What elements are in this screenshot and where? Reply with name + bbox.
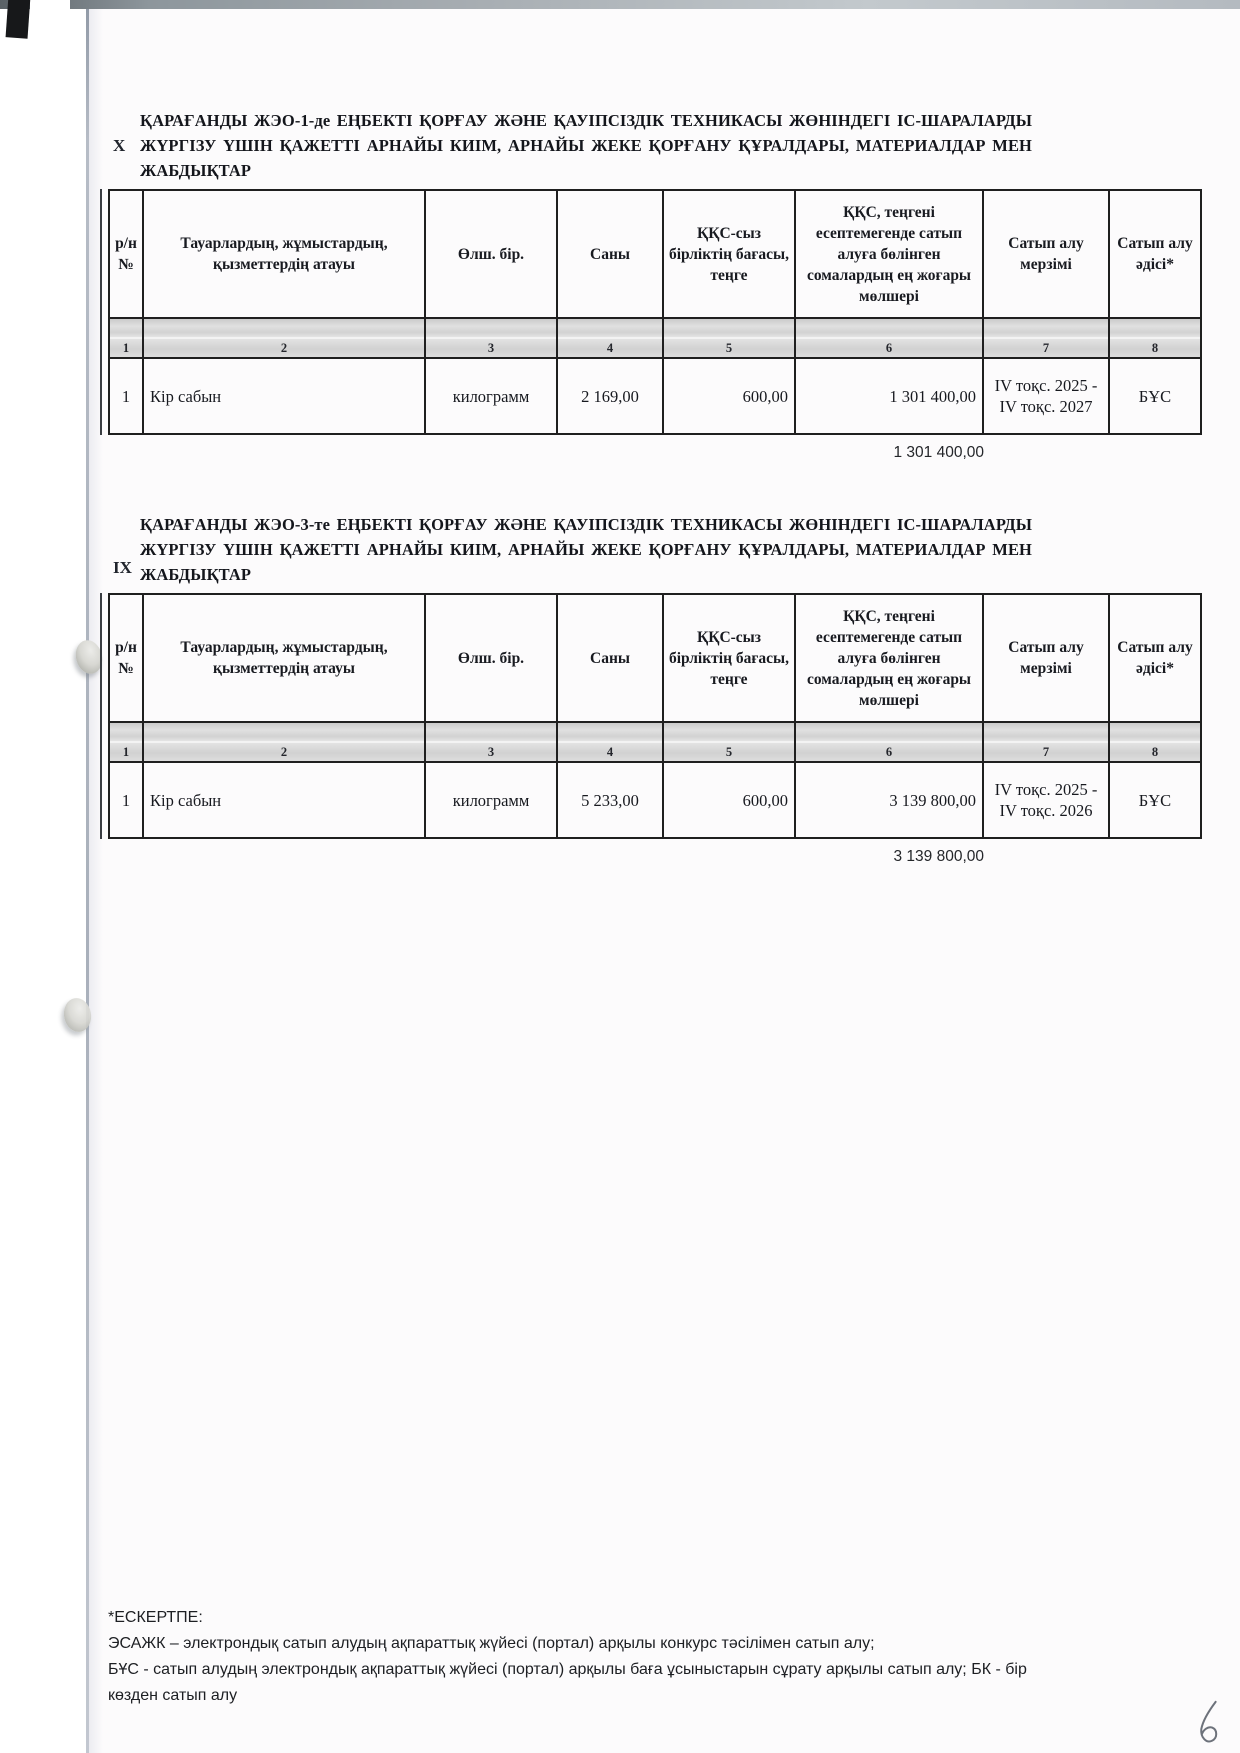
footnote-title: *ЕСКЕРТПЕ:: [108, 1609, 203, 1626]
procurement-table-zheo1: [108, 189, 1202, 435]
col-header-method: Сатып алу әдісі*: [1109, 594, 1201, 722]
section-heading: ҚАРАҒАНДЫ ЖЭО-3-те ЕҢБЕКТІ ҚОРҒАУ ЖӘНЕ ҚАУІПСІЗДІК ТЕХНИКАСЫ ЖӨНІНДЕГІ ІС-ШАРАЛАРДЫ ЖҮРГІЗУ ҮШІН ҚАЖЕТТІ АРНАЙЫ КИІМ, АРНАЙЫ ЖЕКЕ ҚОРҒАНУ ҚҰРАЛДАРЫ, МАТЕРИАЛДАР МЕН ЖАБДЫҚТАР: [140, 515, 1032, 584]
cell-term: IV тоқс. 2025 - IV тоқс. 2027: [983, 358, 1109, 434]
cell-index: 1: [109, 358, 143, 434]
cell-unit: килограмм: [425, 358, 557, 434]
scan-corner-mark: [6, 0, 31, 39]
column-number: 8: [1109, 338, 1201, 358]
cell-index: 1: [109, 762, 143, 838]
footnote-line: БҰС - сатып алудың электрондық ақпараттық жүйесі (портал) арқылы баға ұсыныстарын сұрату арқылы сатып алу; БК - бір: [108, 1661, 1027, 1678]
cell-item-name: Кір сабын: [143, 358, 425, 434]
handwritten-six-icon: [1188, 1698, 1228, 1750]
column-number: 4: [557, 338, 663, 358]
col-header-index: р/н №: [109, 190, 143, 318]
col-header-unit: Өлш. бір.: [425, 190, 557, 318]
col-header-unit-price: ҚҚС-сыз бірліктің бағасы, теңге: [663, 594, 795, 722]
cell-unit: килограмм: [425, 762, 557, 838]
cell-method: БҰС: [1109, 358, 1201, 434]
cell-method: БҰС: [1109, 762, 1201, 838]
column-number: 7: [983, 742, 1109, 762]
cell-term: IV тоқс. 2025 - IV тоқс. 2026: [983, 762, 1109, 838]
column-number: 2: [143, 338, 425, 358]
scan-page-edge: [0, 0, 86, 1753]
table-header-row: [109, 190, 1201, 318]
cell-max-sum: 3 139 800,00: [795, 762, 983, 838]
handwritten-page-number: [1188, 1698, 1229, 1753]
section-number: IX: [113, 558, 132, 577]
cell-unit-price: 600,00: [663, 358, 795, 434]
column-number: 6: [795, 742, 983, 762]
col-header-term: Сатып алу мерзімі: [983, 594, 1109, 722]
shaded-blank-row: [109, 722, 1201, 742]
section-total: 3 139 800,00: [893, 848, 984, 865]
column-number: 5: [663, 742, 795, 762]
column-number: 1: [109, 742, 143, 762]
col-header-max-sum: ҚҚС, теңгені есептемегенде сатып алуға бөлінген сомалардың ең жоғары мөлшері: [795, 594, 983, 722]
scan-edge-top: [0, 0, 1240, 9]
section-zheo3: [108, 512, 1200, 866]
footnote-line: ЭСАЖК – электрондық сатып алудың ақпараттық жүйесі (портал) арқылы конкурс тәсілімен сатып алу;: [108, 1635, 875, 1652]
column-number: 3: [425, 742, 557, 762]
col-header-unit-price: ҚҚС-сыз бірліктің бағасы, теңге: [663, 190, 795, 318]
cell-unit-price: 600,00: [663, 762, 795, 838]
shaded-blank-row: [109, 318, 1201, 338]
section-zheo1: [108, 108, 1200, 462]
column-number: 6: [795, 338, 983, 358]
footnote-line: көзден сатып алу: [108, 1687, 238, 1704]
col-header-qty: Саны: [557, 190, 663, 318]
cell-qty: 2 169,00: [557, 358, 663, 434]
table-row: [109, 358, 1201, 434]
page-fold-line: [86, 0, 89, 1753]
col-header-qty: Саны: [557, 594, 663, 722]
section-total: 1 301 400,00: [893, 444, 984, 461]
column-number: 5: [663, 338, 795, 358]
column-number: 1: [109, 338, 143, 358]
col-header-name: Тауарлардың, жұмыстардың, қызметтердің атауы: [143, 190, 425, 318]
col-header-method: Сатып алу әдісі*: [1109, 190, 1201, 318]
cell-item-name: Кір сабын: [143, 762, 425, 838]
col-header-unit: Өлш. бір.: [425, 594, 557, 722]
cell-max-sum: 1 301 400,00: [795, 358, 983, 434]
col-header-term: Сатып алу мерзімі: [983, 190, 1109, 318]
section-number: X: [113, 136, 126, 155]
col-header-name: Тауарлардың, жұмыстардың, қызметтердің атауы: [143, 594, 425, 722]
section-heading: ҚАРАҒАНДЫ ЖЭО-1-де ЕҢБЕКТІ ҚОРҒАУ ЖӘНЕ ҚАУІПСІЗДІК ТЕХНИКАСЫ ЖӨНІНДЕГІ ІС-ШАРАЛАРДЫ ЖҮРГІЗУ ҮШІН ҚАЖЕТТІ АРНАЙЫ КИІМ, АРНАЙЫ ЖЕКЕ ҚОРҒАНУ ҚҰРАЛДАРЫ, МАТЕРИАЛДАР МЕН ЖАБДЫҚТАР: [140, 111, 1032, 180]
column-number: 2: [143, 742, 425, 762]
column-number: 7: [983, 338, 1109, 358]
table-header-row: [109, 594, 1201, 722]
scan-corner-notch: [30, 0, 70, 13]
column-number: 8: [1109, 742, 1201, 762]
column-number-row: [109, 742, 1201, 762]
column-number: 4: [557, 742, 663, 762]
col-header-index: р/н №: [109, 594, 143, 722]
column-number-row: [109, 338, 1201, 358]
procurement-table-zheo3: [108, 593, 1202, 839]
table-row: [109, 762, 1201, 838]
cell-qty: 5 233,00: [557, 762, 663, 838]
footnote-block: [108, 1605, 1188, 1709]
column-number: 3: [425, 338, 557, 358]
col-header-max-sum: ҚҚС, теңгені есептемегенде сатып алуға бөлінген сомалардың ең жоғары мөлшері: [795, 190, 983, 318]
